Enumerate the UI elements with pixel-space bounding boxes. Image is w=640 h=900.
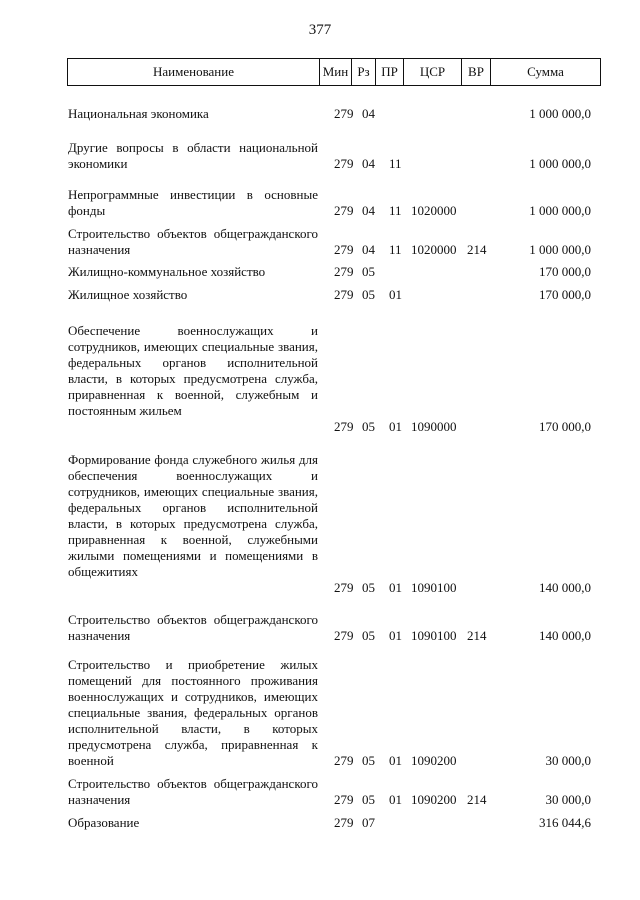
table-header [67,58,601,86]
row-name: Строительство объектов общегражданского назначения [68,226,318,257]
header-vr: ВР [461,59,490,85]
row-min: 279 [334,792,354,807]
row-sum: 1 000 000,0 [529,106,591,121]
header-sum: Сумма [490,59,600,85]
row-pr: 01 [389,287,402,302]
row-name: Непрограммные инвестиции в основные фонды [68,187,318,218]
row-name: Жилищное хозяйство [68,287,188,302]
header-name: Наименование [153,64,234,79]
row-name: Строительство объектов общегражданского назначения [68,612,318,643]
row-pr: 01 [389,628,402,643]
row-name: Другие вопросы в области национальной экономики [68,140,318,171]
row-csr: 1090100 [411,580,457,595]
row-rz: 05 [362,419,375,434]
row-sum: 316 044,6 [539,815,591,830]
row-min: 279 [334,264,354,279]
row-sum: 140 000,0 [539,580,591,595]
row-min: 279 [334,156,354,171]
row-rz: 05 [362,264,375,279]
row-sum: 170 000,0 [539,264,591,279]
row-name: Строительство и приобретение жилых помещений для постоянного проживания военнослужащих и сотрудников, имеющих специальные звания, федеральных органов исполнительной власти, в которых предусмотрена служба, приравненная к военной [68,657,318,768]
row-name: Формирование фонда служебного жилья для обеспечения военнослужащих и сотрудников, имеющих специальные звания, федеральных органов исполнительной власти, в которых предусмотрена служба, приравненная к военной, служебными жилыми помещениями и помещениями в общежитиях [68,452,318,579]
row-pr: 11 [389,242,402,257]
header-min: Мин [319,59,351,85]
row-sum: 170 000,0 [539,287,591,302]
page-number: 377 [308,22,332,38]
row-min: 279 [334,628,354,643]
row-rz: 04 [362,156,375,171]
row-min: 279 [334,815,354,830]
row-name: Строительство объектов общегражданского назначения [68,776,318,807]
header-pr: ПР [375,59,403,85]
row-rz: 05 [362,580,375,595]
row-vr: 214 [467,242,487,257]
row-name: Обеспечение военнослужащих и сотрудников, имеющих специальные звания, федеральных органов исполнительной власти, в которых предусмотрена служба, приравненная к военной, служебным и постоянным жильем [68,323,318,418]
row-rz: 04 [362,242,375,257]
row-min: 279 [334,580,354,595]
row-pr: 01 [389,792,402,807]
row-min: 279 [334,753,354,768]
row-rz: 05 [362,628,375,643]
row-rz: 05 [362,287,375,302]
row-rz: 05 [362,792,375,807]
row-csr: 1090200 [411,753,457,768]
row-sum: 170 000,0 [539,419,591,434]
row-rz: 04 [362,106,375,121]
row-pr: 01 [389,580,402,595]
row-csr: 1090100 [411,628,457,643]
row-min: 279 [334,203,354,218]
header-rz: Рз [351,59,375,85]
row-sum: 1 000 000,0 [529,242,591,257]
row-sum: 30 000,0 [545,753,591,768]
row-pr: 11 [389,156,402,171]
row-rz: 04 [362,203,375,218]
row-rz: 07 [362,815,375,830]
row-rz: 05 [362,753,375,768]
row-min: 279 [334,287,354,302]
row-min: 279 [334,106,354,121]
header-csr: ЦСР [403,59,461,85]
row-vr: 214 [467,628,487,643]
row-pr: 11 [389,203,402,218]
row-csr: 1090000 [411,419,457,434]
row-min: 279 [334,419,354,434]
row-min: 279 [334,242,354,257]
row-csr: 1090200 [411,792,457,807]
row-sum: 1 000 000,0 [529,203,591,218]
row-sum: 140 000,0 [539,628,591,643]
row-sum: 30 000,0 [545,792,591,807]
row-csr: 1020000 [411,242,457,257]
row-csr: 1020000 [411,203,457,218]
row-name: Образование [68,815,140,830]
row-vr: 214 [467,792,487,807]
row-pr: 01 [389,419,402,434]
row-name: Национальная экономика [68,106,209,121]
row-sum: 1 000 000,0 [529,156,591,171]
row-name: Жилищно-коммунальное хозяйство [68,264,266,279]
row-pr: 01 [389,753,402,768]
